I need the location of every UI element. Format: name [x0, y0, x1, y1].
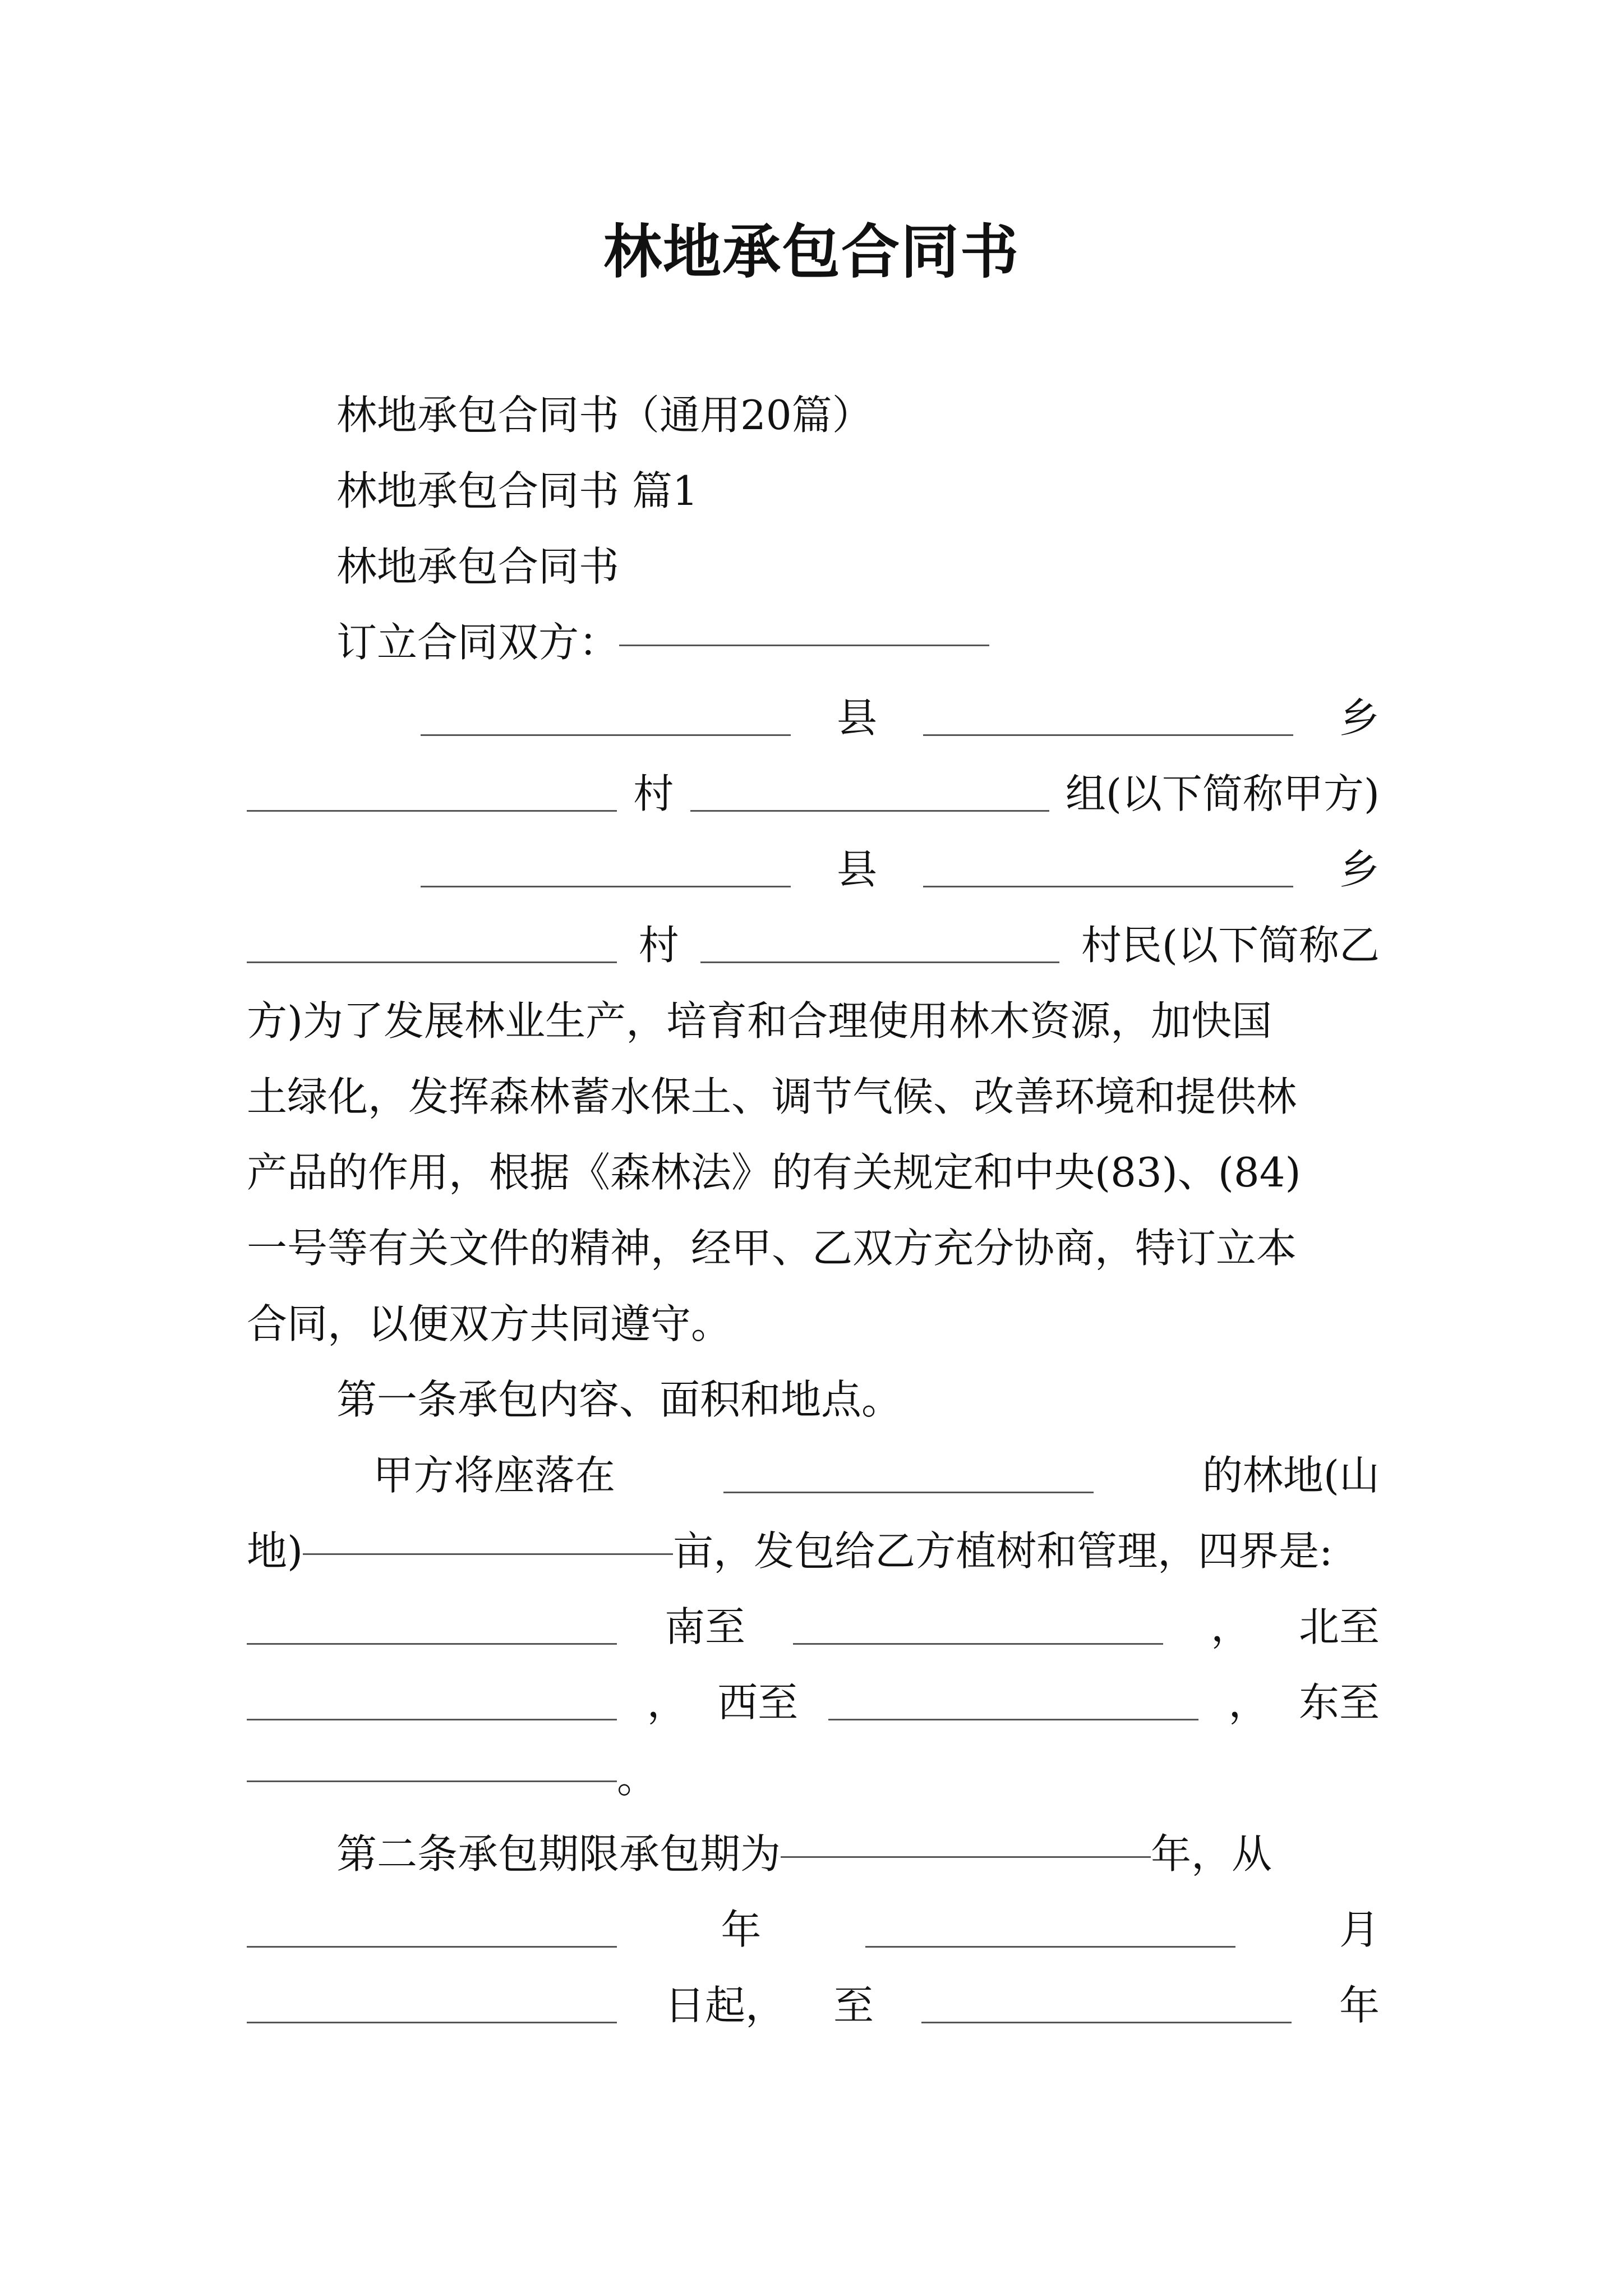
- west-blank[interactable]: [828, 1719, 1198, 1720]
- area-line: [247, 1523, 1380, 1579]
- county-blank[interactable]: [421, 734, 791, 736]
- township-blank[interactable]: [923, 734, 1293, 736]
- start-date-line: [247, 1902, 1380, 1958]
- boundary-blank[interactable]: [247, 1643, 617, 1645]
- article-two-line: [247, 1826, 1380, 1882]
- east-label: 东至: [1298, 1679, 1380, 1726]
- area-tail: 亩，发包给乙方植树和管理，四界是:: [673, 1527, 1333, 1575]
- boundary-line-1: [247, 1599, 1380, 1655]
- subtitle-line: 林地承包合同书（通用20篇）: [336, 392, 873, 439]
- land-type-label: 地): [247, 1527, 303, 1575]
- south-blank[interactable]: [793, 1643, 1163, 1645]
- month-label: 月: [1339, 1906, 1380, 1953]
- party-b-tail: 村民(以下简称乙: [1081, 922, 1380, 969]
- village-label: 村: [633, 770, 674, 817]
- end-date-line: [247, 1977, 1380, 2033]
- party-a-village-line: [247, 766, 1380, 822]
- group-blank[interactable]: [690, 810, 1049, 812]
- term-years-blank[interactable]: [781, 1856, 1151, 1858]
- location-blank[interactable]: [723, 1492, 1094, 1493]
- party-b-village-line: [247, 917, 1380, 973]
- document-title: 林地承包合同书: [603, 218, 1020, 286]
- comma: ，: [647, 1679, 688, 1726]
- term-tail: 年，从: [1151, 1830, 1272, 1878]
- body-text-line: 合同，以便双方共同遵守。: [247, 1300, 732, 1347]
- body-text-line: 产品的作用，根据《森林法》的有关规定和中央(83)、(84): [247, 1149, 1301, 1196]
- township-label: 乡: [1339, 694, 1380, 742]
- township-blank-b[interactable]: [923, 886, 1293, 887]
- comma: ，: [1228, 1679, 1269, 1726]
- location-line: [247, 1447, 1380, 1503]
- contract-name-line: 林地承包合同书: [336, 543, 620, 590]
- location-label: 甲方将座落在: [373, 1452, 616, 1499]
- land-label: 的林地(山: [1202, 1452, 1380, 1499]
- north-blank[interactable]: [247, 1719, 617, 1720]
- body-text-line: 土绿化，发挥森林蓄水保土、调节气候、改善环境和提供林: [247, 1073, 1297, 1120]
- day-label: 日起，: [664, 1982, 786, 2029]
- term-label: 第二条承包期限承包期为: [336, 1830, 781, 1878]
- county-label: 县: [836, 694, 877, 742]
- east-blank[interactable]: [247, 1780, 617, 1782]
- start-year-blank[interactable]: [247, 1946, 617, 1948]
- south-label: 南至: [664, 1603, 745, 1650]
- comma: ，: [1210, 1603, 1251, 1650]
- parties-blank[interactable]: [619, 645, 989, 646]
- body-text-line: 方)为了发展林业生产，培育和合理使用林木资源，加快国: [247, 997, 1272, 1045]
- until-label: 至: [833, 1982, 874, 2029]
- villager-blank[interactable]: [700, 961, 1059, 963]
- area-blank[interactable]: [303, 1553, 673, 1555]
- year-label: 年: [721, 1906, 762, 1953]
- party-a-tail: 组(以下简称甲方): [1065, 770, 1380, 817]
- north-label: 北至: [1298, 1603, 1380, 1650]
- village-label-b: 村: [638, 922, 679, 969]
- boundary-line-3: [247, 1750, 1380, 1806]
- party-b-address-line: [247, 841, 1380, 898]
- start-day-blank[interactable]: [247, 2022, 617, 2023]
- end-year-blank[interactable]: [921, 2022, 1292, 2023]
- parties-label: 订立合同双方：: [336, 619, 620, 666]
- party-a-address-line: [247, 690, 1380, 746]
- county-blank-b[interactable]: [421, 886, 791, 887]
- township-label-b: 乡: [1339, 846, 1380, 893]
- period-mark: 。: [617, 1755, 658, 1802]
- body-text-line: 一号等有关文件的精神，经甲、乙双方充分协商，特订立本: [247, 1225, 1297, 1272]
- year-label-end: 年: [1339, 1982, 1380, 2029]
- village-blank-b[interactable]: [247, 961, 617, 963]
- west-label: 西至: [717, 1679, 799, 1726]
- section-heading: 林地承包合同书 篇1: [336, 467, 698, 514]
- parties-line: [247, 614, 1380, 670]
- county-label-b: 县: [836, 846, 877, 893]
- article-one-heading: 第一条承包内容、面积和地点。: [336, 1376, 902, 1423]
- start-month-blank[interactable]: [865, 1946, 1235, 1948]
- boundary-line-2: [247, 1674, 1380, 1731]
- village-blank[interactable]: [247, 810, 617, 812]
